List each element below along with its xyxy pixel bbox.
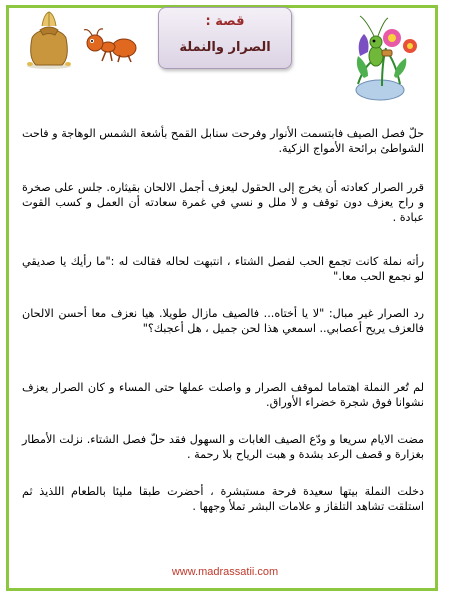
paragraph-7: دخلت النملة بيتها سعيدة فرحة مستبشرة ، أحضرت طبقا مليئا بالطعام اللذيذ ثم استلقت تشاهد التلفاز و علامات البشر تملأ وجهها .	[22, 485, 424, 513]
paragraph-5: لم تُعر النملة اهتماما لموقف الصرار و واصلت عملها حتى المساء و كان الصرار يعزف نشوانا فوق شجرة خضراء الأوراق.	[22, 381, 424, 409]
story-title: الصرار والنملة	[179, 40, 271, 55]
ant-illustration	[78, 28, 140, 64]
cricket-flowers-illustration	[330, 6, 422, 104]
footer-website-link[interactable]: www.madrassatii.com	[171, 566, 279, 578]
paragraph-3: رأته نملة كانت تجمع الحب لفصل الشتاء ، انتبهت لحاله فقالت له :"ما رأيك يا صديقي لو نجمع الحب معا."	[22, 255, 424, 283]
story-label: قصة :	[205, 14, 245, 29]
paragraph-2: قرر الصرار كعادته أن يخرج إلى الحقول ليعزف أجمل الالحان بقيثاره. جلس على صخرة و راح يعزف دون توقف و لا ملل و نسي في غمرة سعادته أن العمل و كسب القوت عبادة .	[22, 181, 424, 224]
paragraph-6: مضت الايام سريعا و ودّع الصيف الغابات و السهول فقد حلّ فصل الشتاء. نزلت الأمطار بغزارة و قصف الرعد بشدة و هبت الرياح بلا رحمة .	[22, 433, 424, 461]
paragraph-1: حلّ فصل الصيف فابتسمت الأنوار وفرحت سنابل القمح بأشعة الشمس الوهاجة و فاحت الشواطئ برائحة الأمواج الزكية.	[22, 127, 424, 155]
grain-sack-illustration	[22, 8, 76, 70]
title-box	[158, 7, 292, 69]
paragraph-4: رد الصرار غير مبال: "لا يا أختاه... فالصيف مازال طويلا. هيا نعزف معا أحسن الالحان فالعزف يريح أعصابي.. اسمعي هذا لحن جميل ، هل أعجبك؟"	[22, 307, 424, 335]
